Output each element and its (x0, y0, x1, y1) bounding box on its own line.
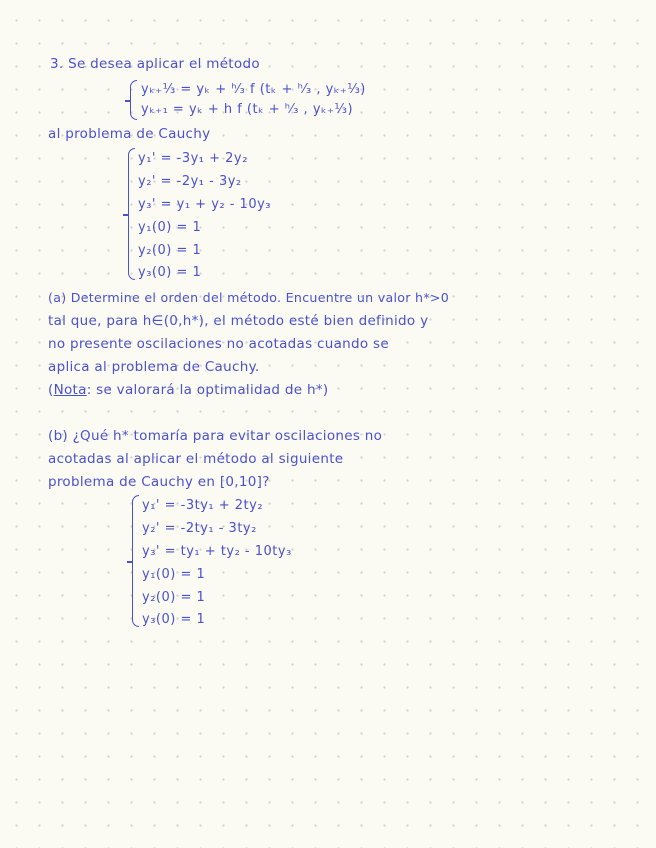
system-a-ic-1: y₁(0) = 1 (138, 220, 202, 235)
system-b-eq-1: y₁' = -3ty₁ + 2ty₂ (142, 498, 264, 513)
system-b-eq-2: y₂' = -2ty₁ - 3ty₂ (142, 521, 257, 536)
system-b-eq-3: y₃' = ty₁ + ty₂ - 10ty₃ (142, 544, 292, 559)
part-a-line-4: aplica al problema de Cauchy. (48, 359, 260, 375)
system-a-eq-3: y₃' = y₁ + y₂ - 10y₃ (138, 197, 272, 212)
note-line (48, 381, 328, 399)
note-prefix: ( (48, 382, 54, 398)
part-b-line-1: (b) ¿Qué h* tomaría para evitar oscilaciones no (48, 428, 383, 444)
note-label: Nota (53, 382, 87, 398)
method-brace (130, 80, 137, 120)
part-a-line-1: (a) Determine el orden del método. Encuentre un valor h*>0 (48, 290, 450, 305)
part-b-line-3: problema de Cauchy en [0,10]? (48, 474, 270, 490)
system-a-eq-2: y₂' = -2y₁ - 3y₂ (138, 174, 242, 189)
system-b-ic-1: y₁(0) = 1 (142, 567, 206, 582)
cauchy-intro: al problema de Cauchy (48, 126, 211, 142)
note-text: : se valorará la optimalidad de h*) (86, 382, 329, 398)
problem-intro: 3. Se desea aplicar el método (50, 56, 260, 72)
system-a-ic-3: y₃(0) = 1 (138, 265, 202, 280)
system-b-ic-3: y₃(0) = 1 (142, 612, 206, 627)
system-a-eq-1: y₁' = -3y₁ + 2y₂ (138, 151, 248, 166)
system-a-brace (128, 148, 135, 280)
part-a-line-2: tal que, para h∈(0,h*), el método esté bien definido y (48, 313, 429, 329)
method-line-1: yₖ₊⅓ = yₖ + ʰ⁄₃ f (tₖ + ʰ⁄₃ , yₖ₊⅓) (141, 82, 366, 97)
system-b-ic-2: y₂(0) = 1 (142, 590, 206, 605)
method-line-2: yₖ₊₁ = yₖ + h f (tₖ + ʰ⁄₃ , yₖ₊⅓) (141, 102, 354, 117)
system-a-ic-2: y₂(0) = 1 (138, 243, 202, 258)
part-b-line-2: acotadas al aplicar el método al siguiente (48, 451, 344, 467)
part-a-line-3: no presente oscilaciones no acotadas cuando se (48, 336, 389, 352)
system-b-brace (132, 495, 139, 627)
